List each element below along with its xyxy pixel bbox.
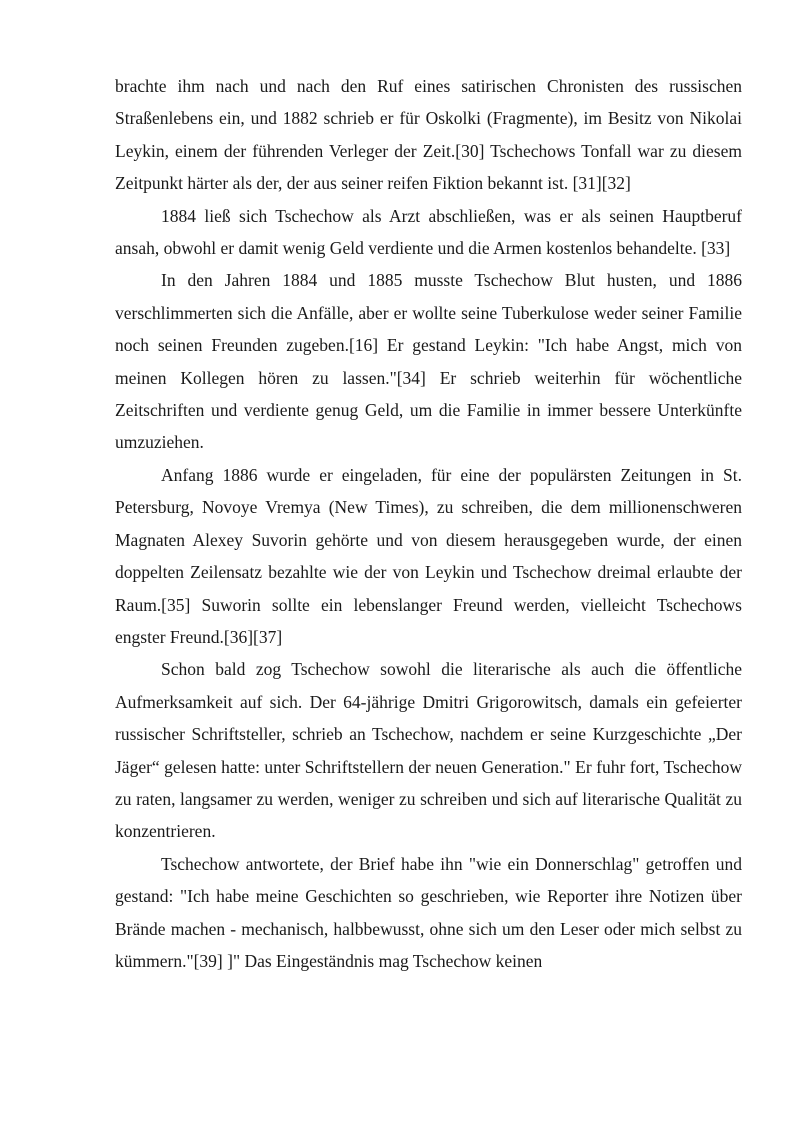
paragraph-2: 1884 ließ sich Tschechow als Arzt abschließen, was er als seinen Hauptberuf ansah, obwohl er damit wenig Geld verdiente und die Armen kostenlos behandelte. [33] — [115, 205, 742, 259]
paragraph-3: In den Jahren 1884 und 1885 musste Tschechow Blut husten, und 1886 verschlimmerten sich die Anfälle, aber er wollte seine Tuberkulose weder seiner Familie noch seinen Freunden zugeben.[16] Er gestand Leykin: "Ich habe Angst, mich von meinen Kollegen hören zu lassen."[34] Er schrieb weiterhin für wöchentliche Zeitschriften und verdiente genug Geld, um die Familie in immer bessere Unterkünfte umzuziehen. — [115, 270, 742, 453]
paragraph-1: brachte ihm nach und nach den Ruf eines satirischen Chronisten des russischen Straßenlebens ein, und 1882 schrieb er für Oskolki (Fragmente), im Besitz von Nikolai Leykin, einem der führenden Verleger der Zeit.[30] Tschechows Tonfall war zu diesem Zeitpunkt härter als der, der aus seiner reifen Fiktion bekannt ist. [31][32] — [115, 76, 742, 194]
body-text — [115, 70, 742, 977]
paragraph-6: Tschechow antwortete, der Brief habe ihn "wie ein Donnerschlag" getroffen und gestand: "Ich habe meine Geschichten so geschrieben, wie Reporter ihre Notizen über Brände machen - mechanisch, halbbewusst, ohne sich um den Leser oder mich selbst zu kümmern."[39] ]" Das Eingeständnis mag Tschechow keinen — [115, 853, 742, 971]
paragraph-5: Schon bald zog Tschechow sowohl die literarische als auch die öffentliche Aufmerksamkeit auf sich. Der 64-jährige Dmitri Grigorowitsch, damals ein gefeierter russischer Schriftsteller, schrieb an Tschechow, nachdem er seine Kurzgeschichte „Der Jäger“ gelesen hatte: unter Schriftstellern der neuen Generation." Er fuhr fort, Tschechow zu raten, langsamer zu werden, weniger zu schreiben und sich auf literarische Qualität zu konzentrieren. — [115, 659, 742, 842]
paragraph-4: Anfang 1886 wurde er eingeladen, für eine der populärsten Zeitungen in St. Petersburg, Novoye Vremya (New Times), zu schreiben, die dem millionenschweren Magnaten Alexey Suvorin gehörte und von diesem herausgegeben wurde, der einen doppelten Zeilensatz bezahlte wie der von Leykin und Tschechow dreimal erlaubte der Raum.[35] Suworin sollte ein lebenslanger Freund werden, vielleicht Tschechows engster Freund.[36][37] — [115, 464, 742, 647]
